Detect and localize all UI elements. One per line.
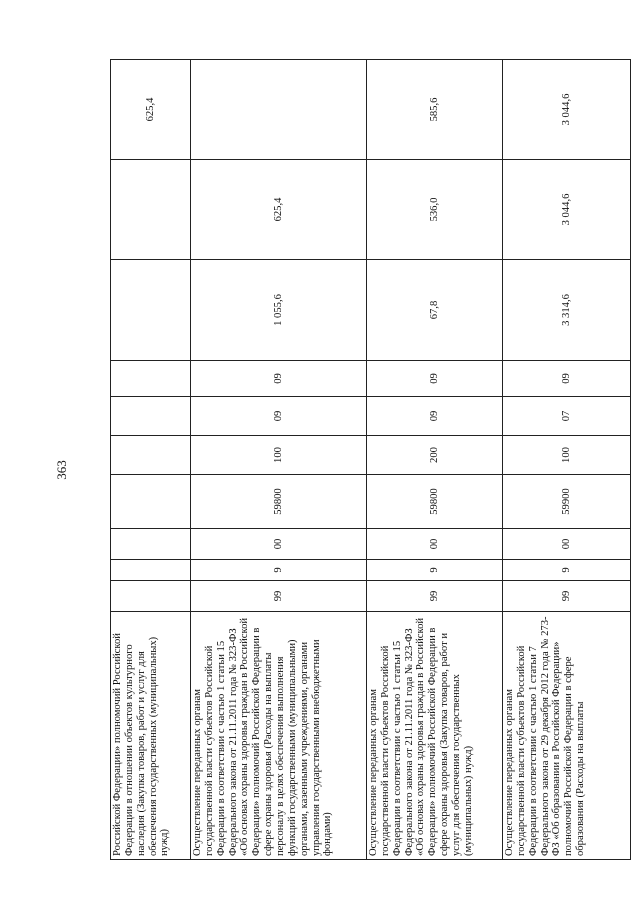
amount-year-2: 625,4 <box>191 160 367 260</box>
table-row <box>503 60 631 860</box>
code-main-event: 00 <box>503 529 631 560</box>
code-subsection: 09 <box>367 361 503 397</box>
code-section <box>111 397 191 436</box>
code-section: 09 <box>367 397 503 436</box>
code-main-event: 00 <box>367 529 503 560</box>
budget-table <box>110 59 631 860</box>
code-program: 99 <box>503 581 631 612</box>
code-main-event: 00 <box>191 529 367 560</box>
code-subprogram: 9 <box>191 560 367 581</box>
amount-year-3: 3 044,6 <box>503 60 631 160</box>
code-program: 99 <box>367 581 503 612</box>
table-row <box>111 60 191 860</box>
table-row <box>191 60 367 860</box>
rotated-table-wrapper <box>110 60 630 860</box>
code-section: 07 <box>503 397 631 436</box>
code-expense-type: 100 <box>191 436 367 475</box>
code-direction: 59800 <box>367 475 503 529</box>
code-subprogram: 9 <box>503 560 631 581</box>
row-description: Осуществление переданных органам государственной власти субъектов Российской Федерации в соответствии с частью 1 статьи 15 Федерального закона от 21.11.2011 года № 323-ФЗ «Об основах охраны здоровья граждан в Российской Федерации» полномочий Российской Федерации в сфере охраны здоровья (Расходы на выплаты персоналу в целях обеспечения выполнения функций государственными (муниципальными) органами, казенными учреждениями, органами управления государственными внебюджетными фондами) <box>191 612 367 860</box>
amount-year-1: 67,8 <box>367 260 503 361</box>
code-subprogram: 9 <box>367 560 503 581</box>
amount-year-2: 3 044,6 <box>503 160 631 260</box>
code-direction: 59900 <box>503 475 631 529</box>
amount-year-1 <box>111 260 191 361</box>
row-description: Российской Федерации» полномочий Российской Федерации в отношении объектов культурного наследия (Закупка товаров, работ и услуг для обеспечения государственных (муниципальных) нужд) <box>111 612 191 860</box>
code-program: 99 <box>191 581 367 612</box>
code-program <box>111 581 191 612</box>
code-section: 09 <box>191 397 367 436</box>
code-expense-type <box>111 436 191 475</box>
amount-year-1: 3 314,6 <box>503 260 631 361</box>
row-description: Осуществление переданных органам государственной власти субъектов Российской Федерации в соответствии с частью 1 статьи 7 Федерального закона от 29 декабря 2012 года № 273-ФЗ «Об образовании в Российской Федерации» полномочий Российской Федерации в сфере образования (Расходы на выплаты <box>503 612 631 860</box>
code-subsection: 09 <box>191 361 367 397</box>
code-main-event <box>111 529 191 560</box>
amount-year-2: 536,0 <box>367 160 503 260</box>
code-subsection: 09 <box>503 361 631 397</box>
code-subprogram <box>111 560 191 581</box>
amount-year-3: 585,6 <box>367 60 503 160</box>
code-subsection <box>111 361 191 397</box>
amount-year-1: 1 055,6 <box>191 260 367 361</box>
page-number: 363 <box>54 460 69 480</box>
code-expense-type: 100 <box>503 436 631 475</box>
code-direction <box>111 475 191 529</box>
table-row <box>367 60 503 860</box>
row-description: Осуществление переданных органам государственной власти субъектов Российской Федерации в соответствии с частью 1 статьи 15 Федерального закона от 21.11.2011 года № 323-ФЗ «Об основах охраны здоровья граждан в Российской Федерации» полномочий Российской Федерации в сфере охраны здоровья (Закупка товаров, работ и услуг для обеспечения государственных (муниципальных) нужд) <box>367 612 503 860</box>
amount-year-3: 625,4 <box>111 60 191 160</box>
code-direction: 59800 <box>191 475 367 529</box>
code-expense-type: 200 <box>367 436 503 475</box>
amount-year-3 <box>191 60 367 160</box>
amount-year-2 <box>111 160 191 260</box>
